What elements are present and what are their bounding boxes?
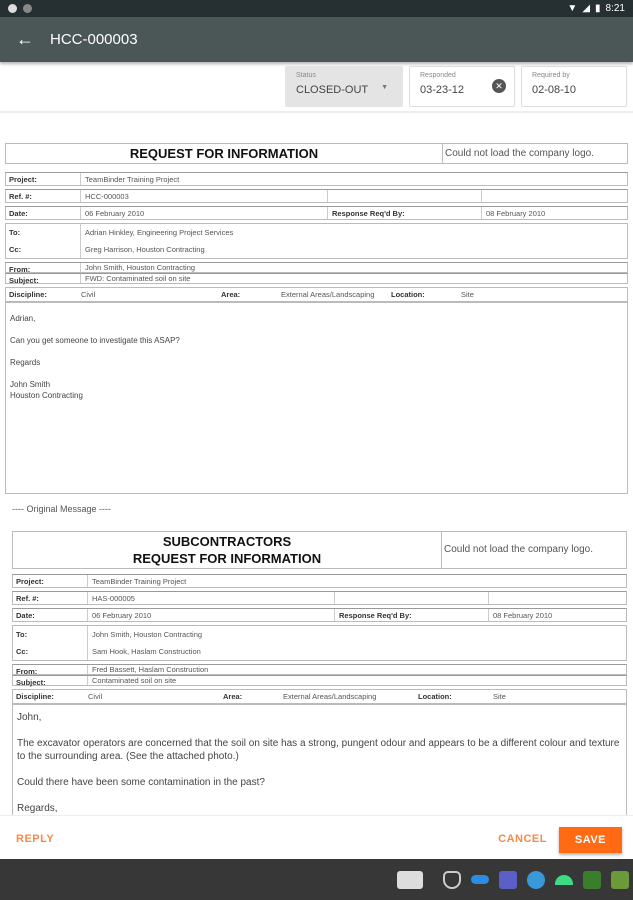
to-label: To:: [13, 626, 88, 643]
to-value: John Smith, Houston Contracting: [92, 630, 203, 639]
page-title: HCC-000003: [50, 31, 138, 48]
clear-icon[interactable]: ✕: [492, 79, 506, 93]
cc-label: Cc:: [13, 643, 88, 660]
body-line: John,: [17, 712, 42, 723]
status-label: Status: [296, 72, 316, 79]
wifi-icon: ▼: [567, 3, 578, 14]
status-dropdown[interactable]: [285, 66, 403, 107]
taskbar: [0, 859, 633, 900]
onedrive-cloud-icon[interactable]: [471, 875, 489, 884]
title-line: REQUEST FOR INFORMATION: [132, 551, 322, 566]
ref-value: HAS-000005: [92, 593, 135, 603]
body-line: Houston Contracting: [10, 391, 83, 400]
ref-label: Ref. #:: [6, 190, 81, 202]
required-by-value: 02-08-10: [532, 84, 577, 96]
from-value: John Smith, Houston Contracting: [85, 263, 196, 272]
clock: 8:21: [605, 3, 625, 14]
cc-value: Greg Harrison, Houston Contracting: [85, 245, 205, 254]
empty-cell: [327, 190, 481, 202]
area-label: Area:: [221, 290, 241, 299]
project-label: Project:: [6, 173, 81, 185]
discipline-value: Civil: [88, 692, 103, 701]
discipline-label: Discipline:: [9, 290, 47, 299]
status-bar: [0, 0, 633, 17]
title-line: SUBCONTRACTORS: [162, 534, 292, 549]
save-button[interactable]: SAVE: [559, 827, 622, 853]
empty-cell: [481, 190, 486, 202]
required-by-date-field[interactable]: [521, 66, 627, 107]
project-label: Project:: [13, 575, 88, 587]
rfi-title: REQUEST FOR INFORMATION: [129, 146, 319, 161]
status-value: CLOSED-OUT: [296, 84, 369, 96]
date-value: 06 February 2010: [85, 208, 145, 218]
body-line: Regards,: [17, 803, 58, 814]
project-value: TeamBinder Training Project: [85, 174, 180, 184]
location-label: Location:: [391, 290, 425, 299]
response-required-value: 08 February 2010: [481, 207, 545, 219]
back-arrow-icon[interactable]: ←: [16, 29, 34, 49]
company-logo: Could not load the company logo.: [442, 144, 627, 163]
discipline-label: Discipline:: [16, 692, 54, 701]
empty-cell: [334, 592, 488, 604]
required-by-label: Required by: [532, 72, 570, 79]
message-body: [5, 302, 628, 494]
android-icon[interactable]: [555, 875, 573, 885]
subject-label: Subject:: [6, 274, 81, 283]
ref-label: Ref. #:: [13, 592, 88, 604]
area-value: External Areas/Landscaping: [281, 290, 375, 299]
responded-value: 03-23-12: [420, 84, 465, 96]
rfi-document: [5, 143, 628, 494]
subject-value: Contaminated soil on site: [92, 676, 177, 685]
date-label: Date:: [6, 207, 81, 219]
body-line: The excavator operators are concerned that the soil on site has a strong, pungent odour and appears to be a different colour and texture to the surrounding area. (See the attached photo.): [17, 738, 620, 762]
cc-value: Sam Hook, Haslam Construction: [92, 647, 201, 656]
response-required-label: Response Req'd By:: [327, 207, 481, 219]
body-line: Can you get someone to investigate this ASAP?: [10, 336, 180, 345]
empty-cell: [488, 592, 493, 604]
notification-icon: [8, 4, 17, 13]
divider: [0, 111, 633, 113]
discipline-value: Civil: [81, 290, 96, 299]
project-value: TeamBinder Training Project: [92, 576, 187, 586]
subcontractor-rfi-document: [12, 531, 627, 824]
to-label: To:: [6, 224, 81, 241]
filter-bar: [285, 66, 627, 107]
from-value: Fred Bassett, Haslam Construction: [92, 665, 209, 674]
body-line: Adrian,: [10, 314, 36, 323]
teams-icon[interactable]: [499, 871, 517, 889]
notification-icon: [23, 4, 32, 13]
location-label: Location:: [418, 692, 452, 701]
from-label: From:: [13, 665, 88, 674]
body-line: John Smith: [10, 380, 51, 389]
from-label: From:: [6, 263, 81, 272]
location-value: Site: [461, 290, 474, 299]
ref-value: HCC-000003: [85, 191, 129, 201]
message-body: [12, 704, 627, 824]
globe-icon[interactable]: [527, 871, 545, 889]
chevron-down-icon: ▼: [381, 84, 388, 91]
battery-icon: ▮: [595, 3, 601, 14]
reply-button[interactable]: REPLY: [16, 833, 55, 845]
sub-rfi-title: [13, 532, 441, 568]
response-required-label: Response Req'd By:: [334, 609, 488, 621]
app-bar: [0, 17, 633, 62]
body-line: Regards: [10, 358, 41, 367]
location-value: Site: [493, 692, 506, 701]
area-label: Area:: [223, 692, 243, 701]
original-message-separator: ---- Original Message ----: [12, 504, 112, 514]
responded-label: Responded: [420, 72, 456, 79]
subject-label: Subject:: [13, 676, 88, 685]
signal-icon: ◢: [582, 3, 591, 14]
news-widget-icon[interactable]: [397, 871, 423, 889]
date-value: 06 February 2010: [92, 610, 152, 620]
responded-date-field[interactable]: [409, 66, 515, 107]
subject-value: FWD: Contaminated soil on site: [85, 274, 191, 283]
to-value: Adrian Hinkley, Engineering Project Services: [85, 228, 234, 237]
shield-icon[interactable]: [443, 871, 461, 889]
nvidia-icon[interactable]: [611, 871, 629, 889]
company-logo: Could not load the company logo.: [441, 532, 626, 568]
app-icon[interactable]: [583, 871, 601, 889]
date-label: Date:: [13, 609, 88, 621]
response-required-value: 08 February 2010: [488, 609, 552, 621]
area-value: External Areas/Landscaping: [283, 692, 377, 701]
action-bar: [0, 815, 633, 859]
cancel-button[interactable]: CANCEL: [498, 833, 547, 845]
body-line: Could there have been some contamination in the past?: [17, 777, 265, 788]
cc-label: Cc:: [6, 241, 81, 258]
